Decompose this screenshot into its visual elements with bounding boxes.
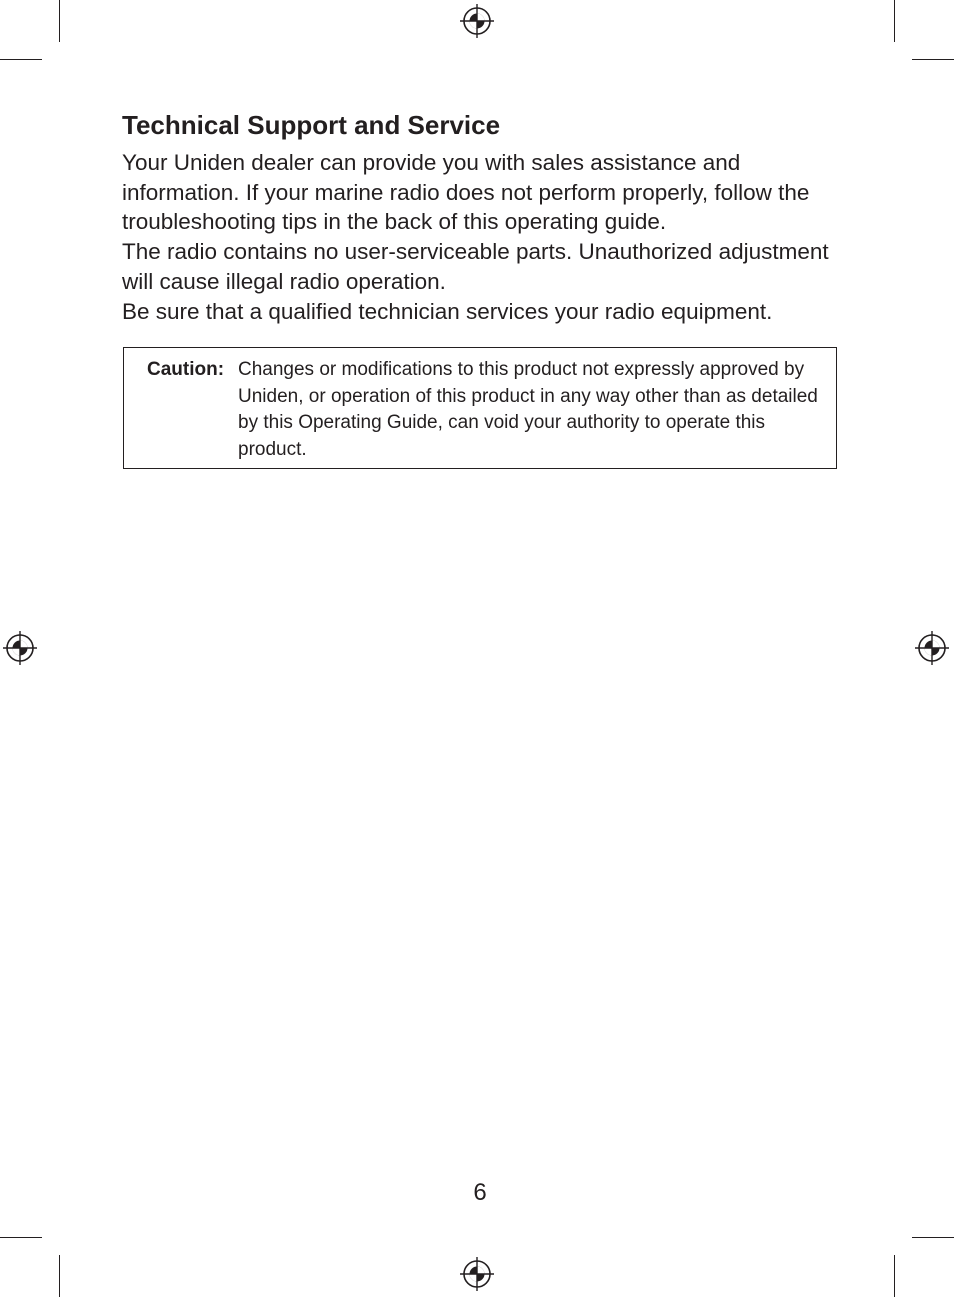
paragraph-dealer-support: Your Uniden dealer can provide you with sales assistance and information. If your marine radio does not perform properly, follow the troubleshooting tips in the back of this operating guide. — [122, 150, 810, 235]
registration-mark-icon — [915, 631, 949, 665]
crop-mark-top-right-horizontal — [912, 59, 954, 60]
crop-mark-top-right-vertical — [894, 0, 895, 42]
crop-mark-bottom-left-vertical — [59, 1255, 60, 1297]
crop-mark-bottom-left-horizontal — [0, 1237, 42, 1238]
crop-mark-top-left-vertical — [59, 0, 60, 42]
section-title: Technical Support and Service — [122, 110, 501, 140]
caution-box — [123, 347, 837, 469]
paragraph-qualified-technician: Be sure that a qualified technician services your radio equipment. — [122, 298, 773, 324]
crop-mark-top-left-horizontal — [0, 59, 42, 60]
crop-mark-bottom-right-horizontal — [912, 1237, 954, 1238]
section-body — [122, 148, 842, 326]
caution-label: Caution: — [147, 359, 225, 380]
registration-mark-icon — [3, 631, 37, 665]
crop-mark-bottom-right-vertical — [894, 1255, 895, 1297]
registration-mark-icon — [460, 4, 494, 38]
paragraph-no-serviceable-parts: The radio contains no user-serviceable parts. Unauthorized adjustment will cause illegal radio operation. — [122, 239, 829, 294]
caution-text: Changes or modifications to this product not expressly approved by Uniden, or operation of this product in any way other than as detailed by this Operating Guide, can void your authority to operate this product. — [238, 359, 818, 460]
page-number: 6 — [473, 1179, 487, 1206]
registration-mark-icon — [460, 1257, 494, 1291]
